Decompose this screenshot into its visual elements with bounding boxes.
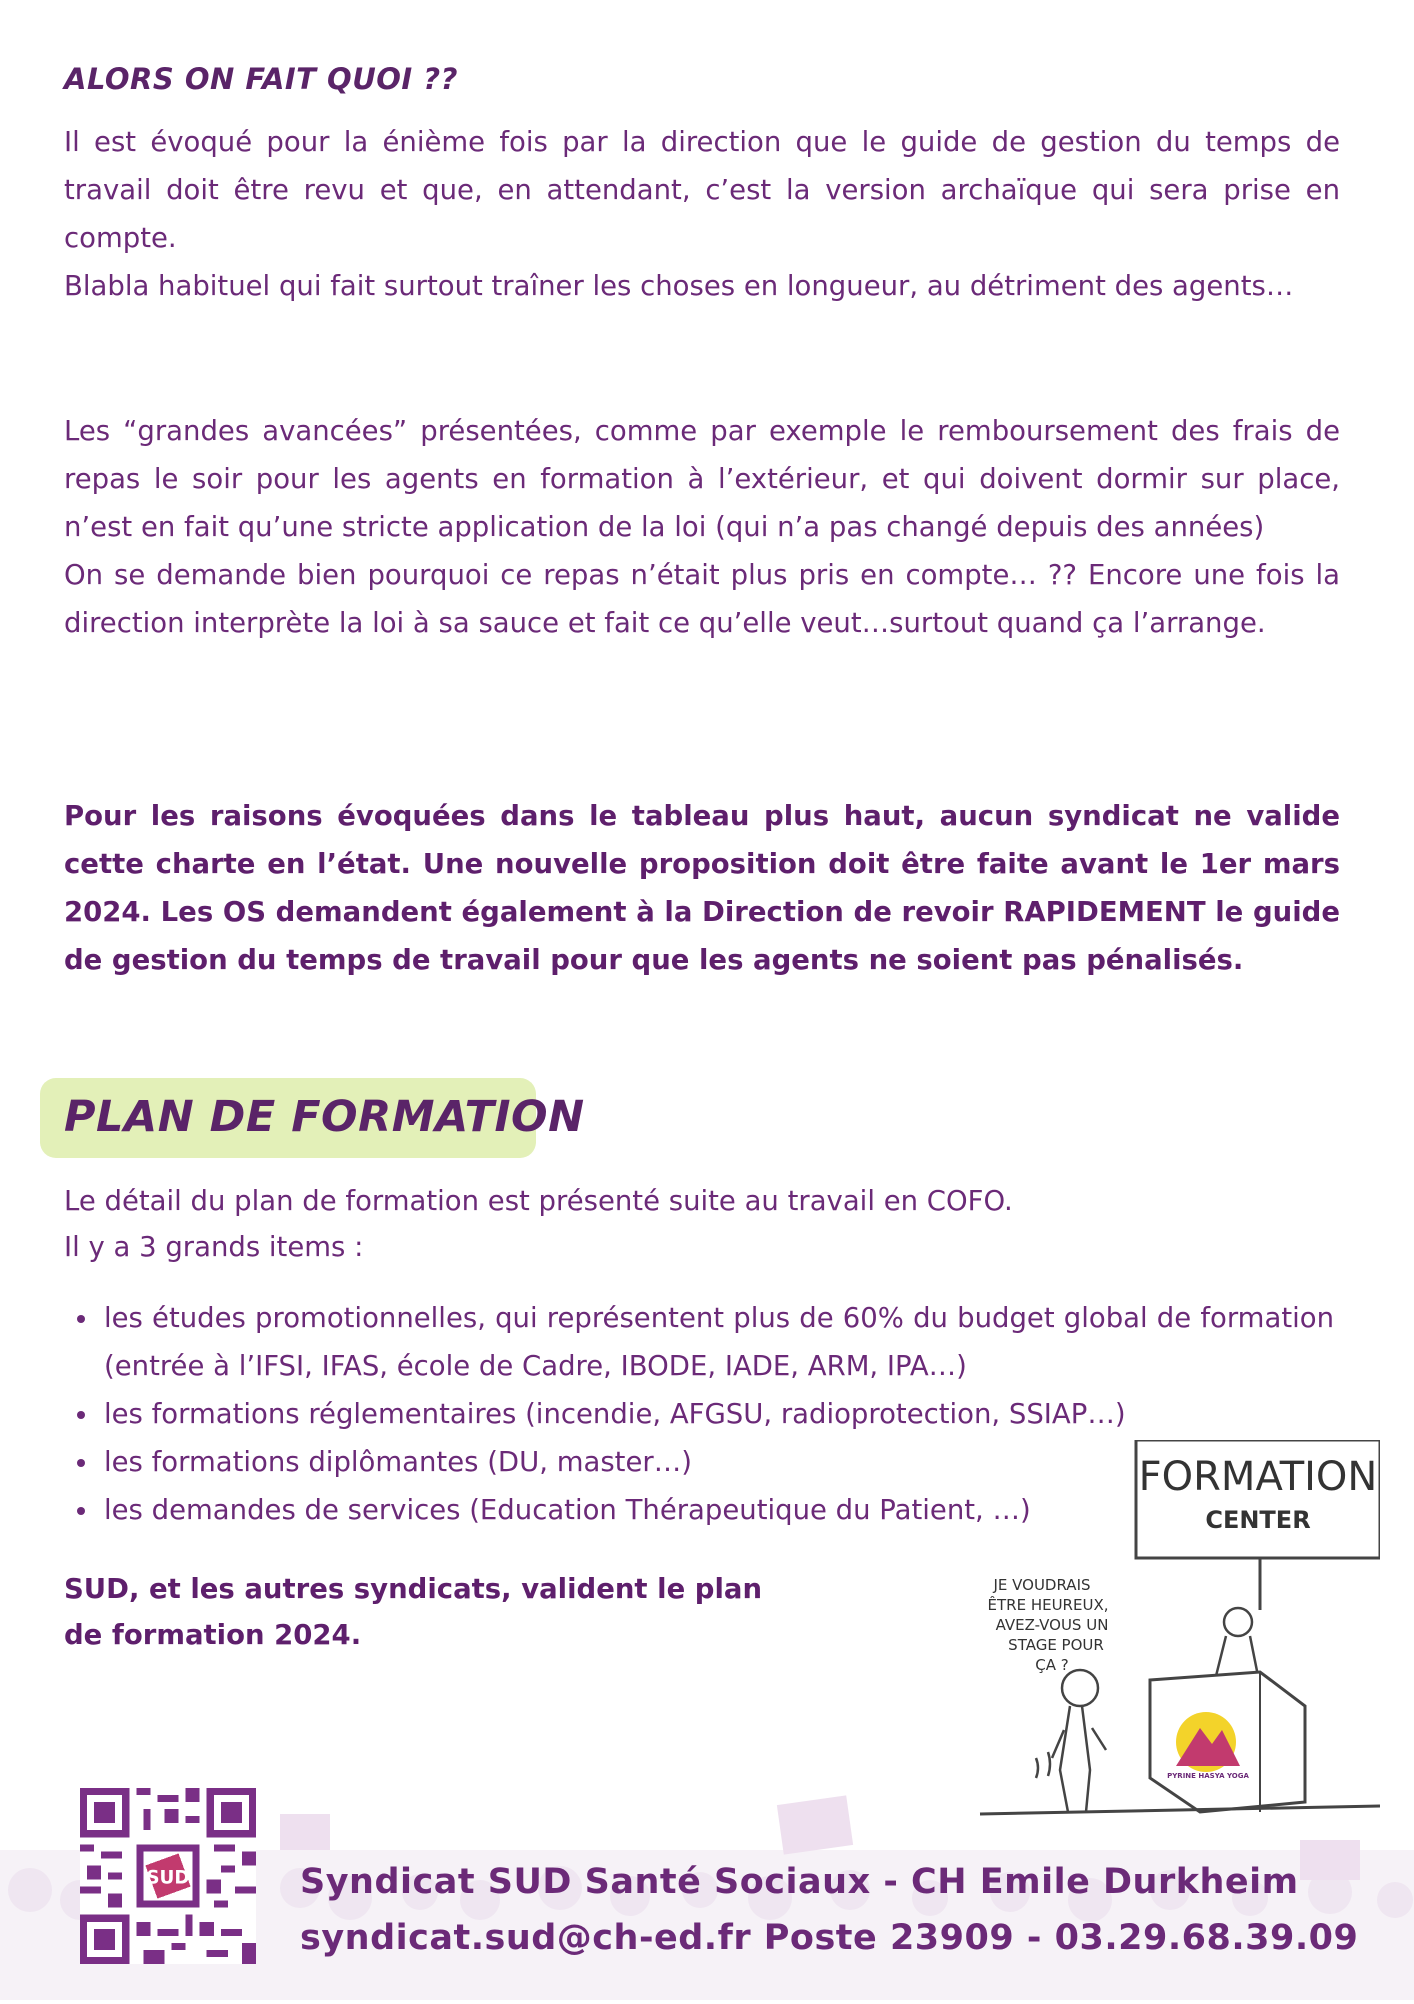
plan-formation-intro — [64, 1178, 1013, 1270]
bubble-line: ÇA ? — [1035, 1656, 1069, 1674]
conclusion-text — [64, 1566, 824, 1658]
paragraph-avancees — [64, 407, 1340, 647]
qr-code[interactable] — [80, 1788, 256, 1964]
cartoon-illustration — [960, 1440, 1380, 1820]
section-heading-plan-formation: PLAN DE FORMATION — [64, 1092, 585, 1142]
bubble-line: AVEZ-VOUS UN — [995, 1616, 1109, 1634]
clerk-figure — [1216, 1608, 1258, 1676]
paragraph-line: Blabla habituel qui fait surtout traîner les choses en longueur, au détriment des agents… — [64, 270, 1294, 302]
section-heading-alors: ALORS ON FAIT QUOI ?? — [64, 62, 458, 96]
bold-paragraph-text: Pour les raisons évoquées dans le tableau plus haut, aucun syndicat ne valide cette charte en l’état. Une nouvelle proposition doit être faite avant le 1er mars 2024. Les OS demandent également à la Direction de revoir RAPIDEMENT le guide de gestion du temps de travail pour que les agents ne soient pas pénalisés. — [64, 800, 1340, 976]
bubble-line: ÊTRE HEUREUX, — [987, 1596, 1109, 1614]
plan-formation-banner — [40, 1078, 585, 1158]
speech-bubble — [988, 1576, 1109, 1674]
bubble-line: STAGE POUR — [1008, 1636, 1104, 1654]
footer-contact[interactable]: syndicat.sud@ch-ed.fr Poste 23909 - 03.29.68.39.09 — [300, 1918, 1359, 1958]
sign-line2: CENTER — [1205, 1506, 1311, 1534]
qr-badge: SUD — [146, 1867, 190, 1889]
paragraph-guide-temps — [64, 118, 1340, 310]
paragraph-line: Les “grandes avancées” présentées, comme par exemple le remboursement des frais de repas le soir pour les agents en formation à l’extérieur, et qui doivent dormir sur place, n’est en fait qu’une stricte application de la loi (qui n’a pas changé depuis des années) — [64, 415, 1340, 543]
paragraph-line: On se demande bien pourquoi ce repas n’était plus pris en compte… ?? Encore une fois la direction interprète la loi à sa sauce et fait ce qu’elle veut…surtout quand ça l’arrange. — [64, 559, 1340, 639]
conclusion-line: de formation 2024. — [64, 1619, 362, 1651]
intro-line: Il y a 3 grands items : — [64, 1231, 364, 1263]
intro-line: Le détail du plan de formation est présenté suite au travail en COFO. — [64, 1185, 1013, 1217]
footer-organization: Syndicat SUD Santé Sociaux - CH Emile Durkheim — [300, 1862, 1299, 1902]
formation-center-cartoon — [960, 1440, 1380, 1820]
list-item: les formations réglementaires (incendie, AFGSU, radioprotection, SSIAP…) — [64, 1390, 1224, 1438]
bold-paragraph-charte — [64, 792, 1340, 984]
sign-line1: FORMATION — [1138, 1454, 1378, 1500]
bubble-line: JE VOUDRAIS — [993, 1576, 1091, 1594]
conclusion-line: SUD, et les autres syndicats, valident le plan — [64, 1573, 763, 1605]
qr-code-image — [80, 1788, 256, 1964]
paragraph-line: Il est évoqué pour la énième fois par la direction que le guide de gestion du temps de travail doit être revu et que, en attendant, c’est la version archaïque qui sera prise en compte. — [64, 126, 1340, 254]
logo-text: PYRINE HASYA YOGA — [1167, 1772, 1249, 1780]
list-item: les demandes de services (Education Thérapeutique du Patient, …) — [64, 1486, 1334, 1534]
list-item: les études promotionnelles, qui représentent plus de 60% du budget global de formation (entrée à l’IFSI, IFAS, école de Cadre, IBODE, IADE, ARM, IPA…) — [64, 1294, 1334, 1390]
list-item: les formations diplômantes (DU, master…) — [64, 1438, 1334, 1486]
